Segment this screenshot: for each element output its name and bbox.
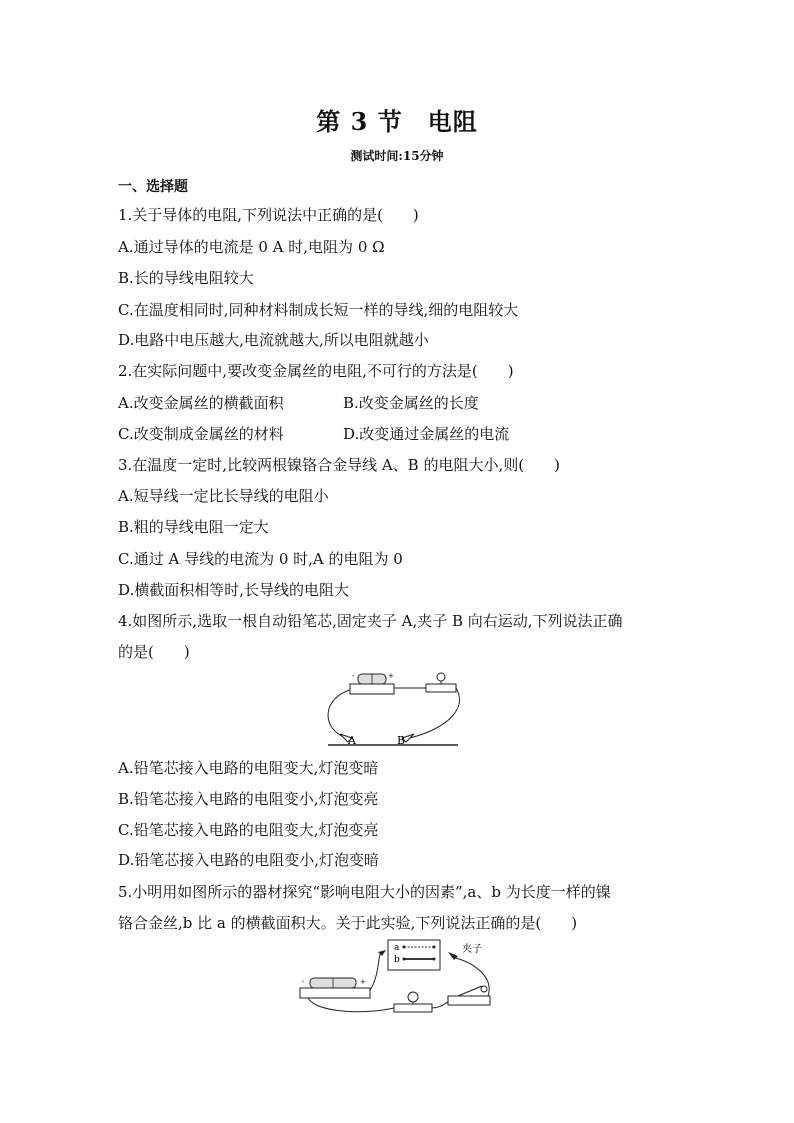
- question-3-stem: 3.在温度一定时,比较两根镍铬合金导线 A、B 的电阻大小,则( ): [118, 456, 560, 474]
- svg-text:-: -: [302, 978, 305, 986]
- clip-label: 夹子: [462, 944, 482, 955]
- test-time: 测试时间:15分钟: [350, 149, 444, 163]
- clip-b-label: B: [397, 734, 406, 747]
- question-1-option-a: A.通过导体的电流是 0 A 时,电阻为 0 Ω: [118, 238, 385, 256]
- question-1-stem: 1.关于导体的电阻,下列说法中正确的是( ): [118, 206, 419, 224]
- question-4-stem-line-1: 4.如图所示,选取一根自动铅笔芯,固定夹子 A,夹子 B 向右运动,下列说法正确: [118, 612, 623, 630]
- wire-b-label: b: [394, 955, 400, 965]
- svg-text:-: -: [352, 672, 355, 680]
- question-2-stem: 2.在实际问题中,要改变金属丝的电阻,不可行的方法是( ): [118, 362, 514, 380]
- question-3-option-c: C.通过 A 导线的电流为 0 时,A 的电阻为 0: [118, 550, 403, 568]
- clip-a-label: A: [348, 734, 356, 747]
- question-2-option-c: C.改变制成金属丝的材料: [118, 425, 284, 443]
- section-heading: 一、选择题: [118, 179, 188, 195]
- question-1-option-c: C.在温度相同时,同种材料制成长短一样的导线,细的电阻较大: [118, 301, 519, 319]
- svg-text:+: +: [388, 672, 394, 680]
- question-2-option-b: B.改变金属丝的长度: [343, 394, 479, 412]
- question-5-stem-line-1: 5.小明用如图所示的器材探究“影响电阻大小的因素”,a、b 为长度一样的镍: [118, 883, 611, 901]
- svg-text:+: +: [360, 978, 366, 986]
- question-3-option-a: A.短导线一定比长导线的电阻小: [118, 487, 329, 505]
- question-4-option-c: C.铅笔芯接入电路的电阻变大,灯泡变亮: [118, 821, 379, 839]
- question-5-stem-line-2: 铬合金丝,b 比 a 的横截面积大。关于此实验,下列说法正确的是( ): [118, 914, 578, 932]
- question-2-option-d: D.改变通过金属丝的电流: [343, 425, 510, 443]
- wire-a-label: a: [394, 943, 400, 953]
- question-4-option-b: B.铅笔芯接入电路的电阻变小,灯泡变亮: [118, 790, 379, 808]
- question-4-option-d: D.铅笔芯接入电路的电阻变小,灯泡变暗: [118, 851, 380, 869]
- question-2-option-a: A.改变金属丝的横截面积: [118, 394, 284, 412]
- question-3-option-b: B.粗的导线电阻一定大: [118, 518, 269, 536]
- question-3-option-d: D.横截面积相等时,长导线的电阻大: [118, 581, 350, 599]
- question-1-option-d: D.电路中电压越大,电流就越大,所以电阻就越小: [118, 331, 429, 349]
- question-4-option-a: A.铅笔芯接入电路的电阻变大,灯泡变暗: [118, 759, 379, 777]
- question-4-stem-line-2: 的是( ): [118, 643, 190, 661]
- question-1-option-b: B.长的导线电阻较大: [118, 269, 254, 287]
- question-4-circuit-figure: [318, 668, 463, 750]
- page-title: 第 3 节 电阻: [316, 107, 478, 136]
- question-5-apparatus-figure: [298, 938, 498, 1018]
